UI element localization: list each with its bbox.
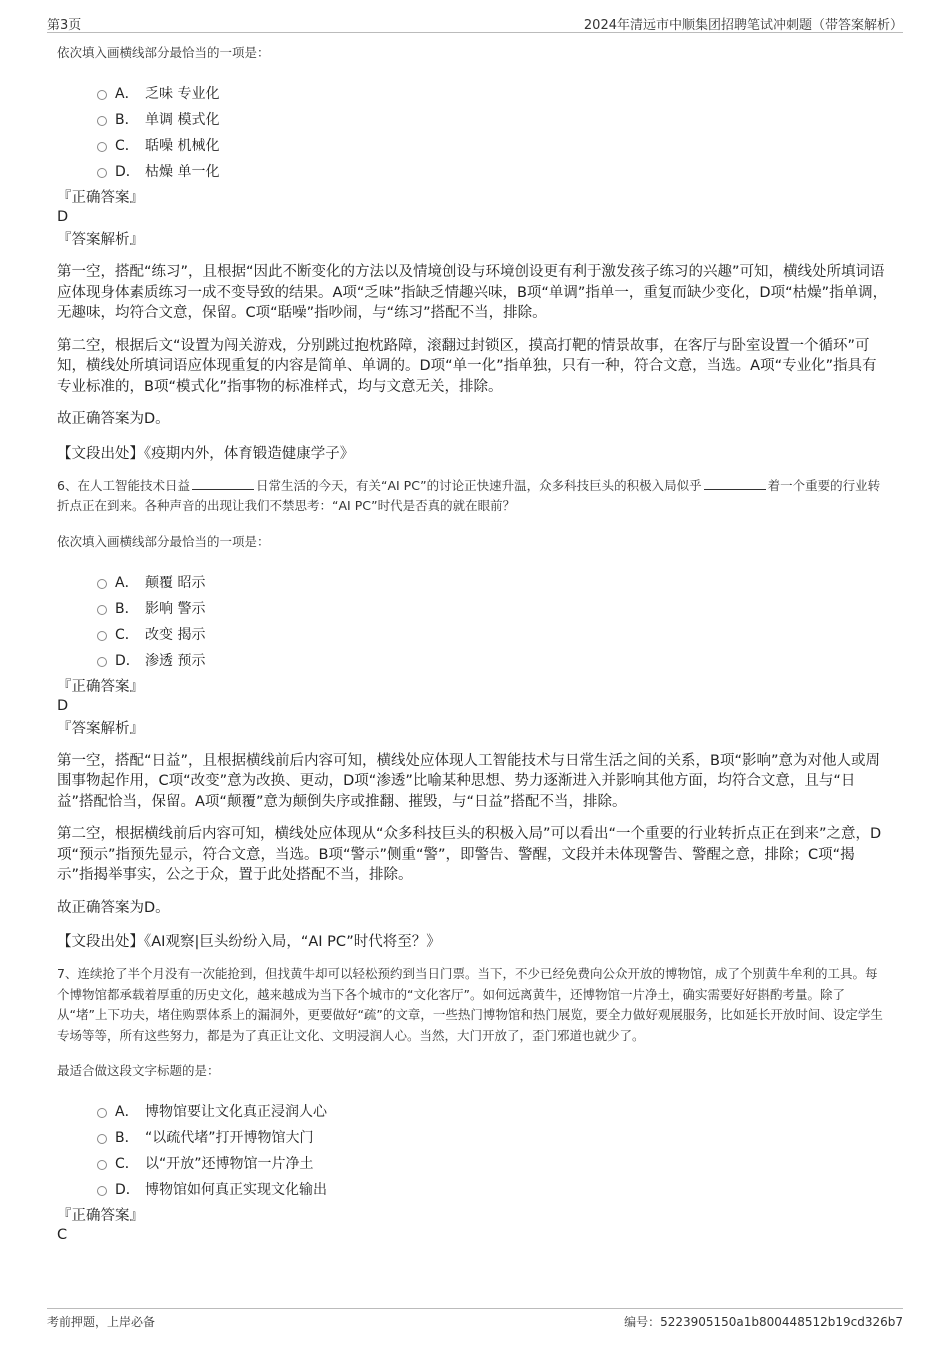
q7-option-c[interactable] bbox=[97, 1150, 889, 1176]
option-text: 渗透 预示 bbox=[145, 652, 206, 669]
option-key: B． bbox=[115, 1130, 139, 1146]
q5-option-d[interactable] bbox=[97, 158, 889, 184]
header-divider bbox=[47, 32, 903, 33]
q6-options bbox=[97, 569, 889, 673]
radio-icon[interactable] bbox=[97, 168, 107, 178]
option-key: B． bbox=[115, 112, 139, 128]
radio-icon[interactable] bbox=[97, 579, 107, 589]
radio-icon[interactable] bbox=[97, 1134, 107, 1144]
q7-options bbox=[97, 1098, 889, 1202]
option-key: D． bbox=[115, 164, 140, 180]
option-text: 影响 警示 bbox=[145, 600, 206, 617]
q6-text-part3: 着一个重要的行业转折点正在到来。各种声音的出现让我们不禁思考：“AI PC”时代是否真的就在眼前？ bbox=[57, 477, 881, 513]
q6-analysis-label: 『答案解析』 bbox=[57, 720, 144, 737]
q5-prompt: 依次填入画横线部分最恰当的一项是： bbox=[57, 45, 270, 60]
document-id: 编号：5223905150a1b800448512b19cd326b7 bbox=[624, 1315, 903, 1329]
q6-answer: D bbox=[57, 697, 69, 714]
q6-analysis-paragraph: 第一空，搭配“日益”，且根据横线前后内容可知，横线处应体现人工智能技术与日常生活之间的关系，B项“影响”意为对他人或周围事物起作用，C项“改变”意为改换、更动，D项“渗透”比喻某种思想、势力逐渐进入并影响其他方面，均符合文意，且与“日益”搭配恰当，保留。A项“颠覆”意为颠倒失序或推翻、摧毁，与“日益”搭配不当，排除。 bbox=[57, 752, 880, 810]
option-text: 颠覆 昭示 bbox=[145, 574, 206, 591]
option-text: 改变 揭示 bbox=[145, 626, 206, 643]
q6-conclusion: 故正确答案为D。 bbox=[57, 899, 170, 916]
blank-line bbox=[704, 477, 766, 490]
q5-analysis-label: 『答案解析』 bbox=[57, 232, 144, 248]
q6-option-c[interactable] bbox=[97, 621, 889, 647]
footer-divider bbox=[47, 1308, 903, 1309]
q6-prompt: 依次填入画横线部分最恰当的一项是： bbox=[57, 533, 270, 549]
q5-option-b[interactable] bbox=[97, 106, 889, 132]
q7-answer: C bbox=[57, 1227, 68, 1243]
radio-icon[interactable] bbox=[97, 90, 107, 100]
q6-analysis-paragraph: 第二空，根据横线前后内容可知，横线处应体现从“众多科技巨头的积极入局”可以看出“一个重要的行业转折点正在到来”之意，D项“预示”指预先显示，符合文意，当选。B项“警示”侧重“警”，即警告、警醒，文段并未体现警告、警醒之意，排除；C项“揭示”指揭举事实，公之于众，置于此处搭配不当，排除。 bbox=[57, 826, 882, 883]
q7-prompt: 最适合做这段文字标题的是： bbox=[57, 1063, 220, 1078]
radio-icon[interactable] bbox=[97, 142, 107, 152]
page-number: 第3页 bbox=[47, 18, 82, 33]
option-key: C． bbox=[115, 626, 139, 643]
option-text: 博物馆如何真正实现文化输出 bbox=[145, 1182, 327, 1198]
option-text: 乏味 专业化 bbox=[145, 86, 220, 102]
option-text: 以“开放”还博物馆一片净土 bbox=[145, 1156, 314, 1172]
q6-option-d[interactable] bbox=[97, 647, 889, 673]
q5-source: 【文段出处】《疫期内外，体育锻造健康学子》 bbox=[57, 445, 355, 462]
option-text: “以疏代堵”打开博物馆大门 bbox=[145, 1130, 314, 1146]
q6-correct-answer-label: 『正确答案』 bbox=[57, 678, 144, 695]
option-key: B． bbox=[115, 600, 139, 617]
option-key: C． bbox=[115, 1156, 139, 1172]
option-text: 枯燥 单一化 bbox=[145, 164, 220, 180]
footer-slogan: 考前押题，上岸必备 bbox=[47, 1315, 156, 1329]
option-key: A． bbox=[115, 86, 139, 102]
blank-line bbox=[192, 477, 254, 490]
q7-correct-answer-label: 『正确答案』 bbox=[57, 1208, 144, 1224]
q5-analysis-paragraph: 第一空，搭配“练习”，且根据“因此不断变化的方法以及情境创设与环境创设更有利于激发孩子练习的兴趣”可知，横线处所填词语应体现身体素质练习一成不变导致的结果。A项“乏味”指缺乏情趣兴味，B项“单调”指单一，重复而缺少变化，D项“枯燥”指单调，无趣味，均符合文意，保留。C项“聒噪”指吵闹，与“练习”搭配不当，排除。 bbox=[57, 264, 888, 321]
q5-option-a[interactable] bbox=[97, 80, 889, 106]
q5-analysis-paragraph: 第二空，根据后文“设置为闯关游戏，分别跳过抱枕路障，滚翻过封锁区，摸高打靶的情景故事，在客厅与卧室设置一个循环”可知，横线处所填词语应体现重复的内容是简单、单调的。D项“单一化”指单独，只有一种，符合文意，当选。A项“专业化”指具有专业标准的，B项“模式化”指事物的标准样式，均与文意无关，排除。 bbox=[57, 337, 877, 395]
q6-source: 【文段出处】《AI观察|巨头纷纷入局，“AI PC”时代将至？》 bbox=[57, 934, 441, 950]
q7-option-b[interactable] bbox=[97, 1124, 889, 1150]
q6-option-b[interactable] bbox=[97, 595, 889, 621]
radio-icon[interactable] bbox=[97, 1186, 107, 1196]
q7-option-d[interactable] bbox=[97, 1176, 889, 1202]
option-key: D． bbox=[115, 652, 140, 669]
option-text: 单调 模式化 bbox=[145, 112, 220, 128]
option-key: A． bbox=[115, 1104, 139, 1120]
q7-option-a[interactable] bbox=[97, 1098, 889, 1124]
q5-conclusion: 故正确答案为D。 bbox=[57, 411, 170, 427]
q5-options bbox=[97, 80, 889, 184]
option-key: A． bbox=[115, 574, 139, 591]
q5-option-c[interactable] bbox=[97, 132, 889, 158]
page-content bbox=[57, 44, 889, 1244]
document-title: 2024年清远市中顺集团招聘笔试冲刺题（带答案解析） bbox=[583, 18, 903, 33]
q6-text bbox=[57, 476, 889, 517]
option-text: 博物馆要让文化真正浸润人心 bbox=[145, 1104, 327, 1120]
radio-icon[interactable] bbox=[97, 657, 107, 667]
q6-option-a[interactable] bbox=[97, 569, 889, 595]
q5-answer: D bbox=[57, 209, 69, 225]
radio-icon[interactable] bbox=[97, 605, 107, 615]
option-text: 聒噪 机械化 bbox=[145, 138, 220, 154]
q7-text: 7、连续抢了半个月没有一次能抢到，但找黄牛却可以轻松预约到当日门票。当下，不少已经免费向公众开放的博物馆，成了个别黄牛牟利的工具。每个博物馆都承载着厚重的历史文化，越来越成为当下各个城市的“文化客厅”。如何远离黄牛，还博物馆一片净土，确实需要好好斟酌考量。除了从“堵”上下功夫，堵住购票体系上的漏洞外，更要做好“疏”的文章，一些热门博物馆和热门展览，要全力做好观展服务，比如延长开放时间、设定学生专场等等，所有这些努力，都是为了真正让文化、文明浸润人心。当然，大门开放了，歪门邪道也就少了。 bbox=[57, 966, 883, 1043]
option-key: D． bbox=[115, 1182, 140, 1198]
radio-icon[interactable] bbox=[97, 116, 107, 126]
radio-icon[interactable] bbox=[97, 1108, 107, 1118]
q5-correct-answer-label: 『正确答案』 bbox=[57, 190, 144, 206]
radio-icon[interactable] bbox=[97, 631, 107, 641]
q6-text-part2: 日常生活的今天，有关“AI PC”的讨论正快速升温，众多科技巨头的积极入局似乎 bbox=[255, 477, 702, 493]
option-key: C． bbox=[115, 138, 139, 154]
radio-icon[interactable] bbox=[97, 1160, 107, 1170]
q6-text-part1: 6、在人工智能技术日益 bbox=[57, 477, 190, 493]
